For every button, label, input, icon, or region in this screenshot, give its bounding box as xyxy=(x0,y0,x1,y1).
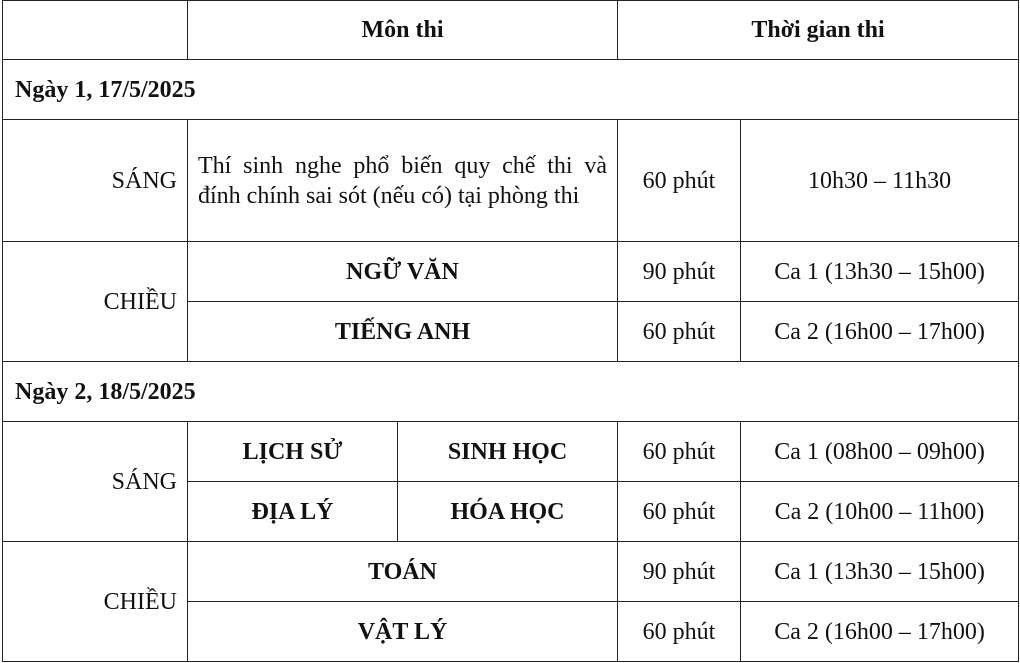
header-empty-cell xyxy=(3,1,188,60)
subject-cell: VẬT LÝ xyxy=(188,602,618,662)
time-cell: Ca 2 (16h00 – 17h00) xyxy=(741,602,1019,662)
duration-cell: 90 phút xyxy=(618,242,741,302)
header-row xyxy=(3,1,1019,60)
table-row xyxy=(3,242,1019,302)
time-cell: Ca 1 (08h00 – 09h00) xyxy=(741,422,1019,482)
duration-cell: 60 phút xyxy=(618,120,741,242)
time-cell: Ca 2 (10h00 – 11h00) xyxy=(741,482,1019,542)
table-row xyxy=(3,120,1019,242)
subject-cell: ĐỊA LÝ xyxy=(188,482,398,542)
subject-cell: TIẾNG ANH xyxy=(188,302,618,362)
subject-cell: LỊCH SỬ xyxy=(188,422,398,482)
table-row xyxy=(3,422,1019,482)
day2-title: Ngày 2, 18/5/2025 xyxy=(3,362,1019,422)
briefing-description: Thí sinh nghe phổ biến quy chế thi và đính chính sai sót (nếu có) tại phòng thi xyxy=(188,120,618,242)
day-row xyxy=(3,362,1019,422)
duration-cell: 60 phút xyxy=(618,422,741,482)
session-label: SÁNG xyxy=(3,422,188,542)
duration-cell: 60 phút xyxy=(618,602,741,662)
session-label: CHIỀU xyxy=(3,242,188,362)
subject-cell: HÓA HỌC xyxy=(398,482,618,542)
duration-cell: 60 phút xyxy=(618,302,741,362)
header-time: Thời gian thi xyxy=(618,1,1019,60)
time-cell: Ca 1 (13h30 – 15h00) xyxy=(741,542,1019,602)
duration-cell: 90 phút xyxy=(618,542,741,602)
subject-cell: TOÁN xyxy=(188,542,618,602)
duration-cell: 60 phút xyxy=(618,482,741,542)
day-row xyxy=(3,60,1019,120)
header-subject: Môn thi xyxy=(188,1,618,60)
subject-cell: NGỮ VĂN xyxy=(188,242,618,302)
session-label: CHIỀU xyxy=(3,542,188,662)
subject-cell: SINH HỌC xyxy=(398,422,618,482)
time-cell: 10h30 – 11h30 xyxy=(741,120,1019,242)
time-cell: Ca 1 (13h30 – 15h00) xyxy=(741,242,1019,302)
time-cell: Ca 2 (16h00 – 17h00) xyxy=(741,302,1019,362)
day1-title: Ngày 1, 17/5/2025 xyxy=(3,60,1019,120)
exam-schedule-table xyxy=(2,0,1019,662)
table-row xyxy=(3,542,1019,602)
session-label: SÁNG xyxy=(3,120,188,242)
